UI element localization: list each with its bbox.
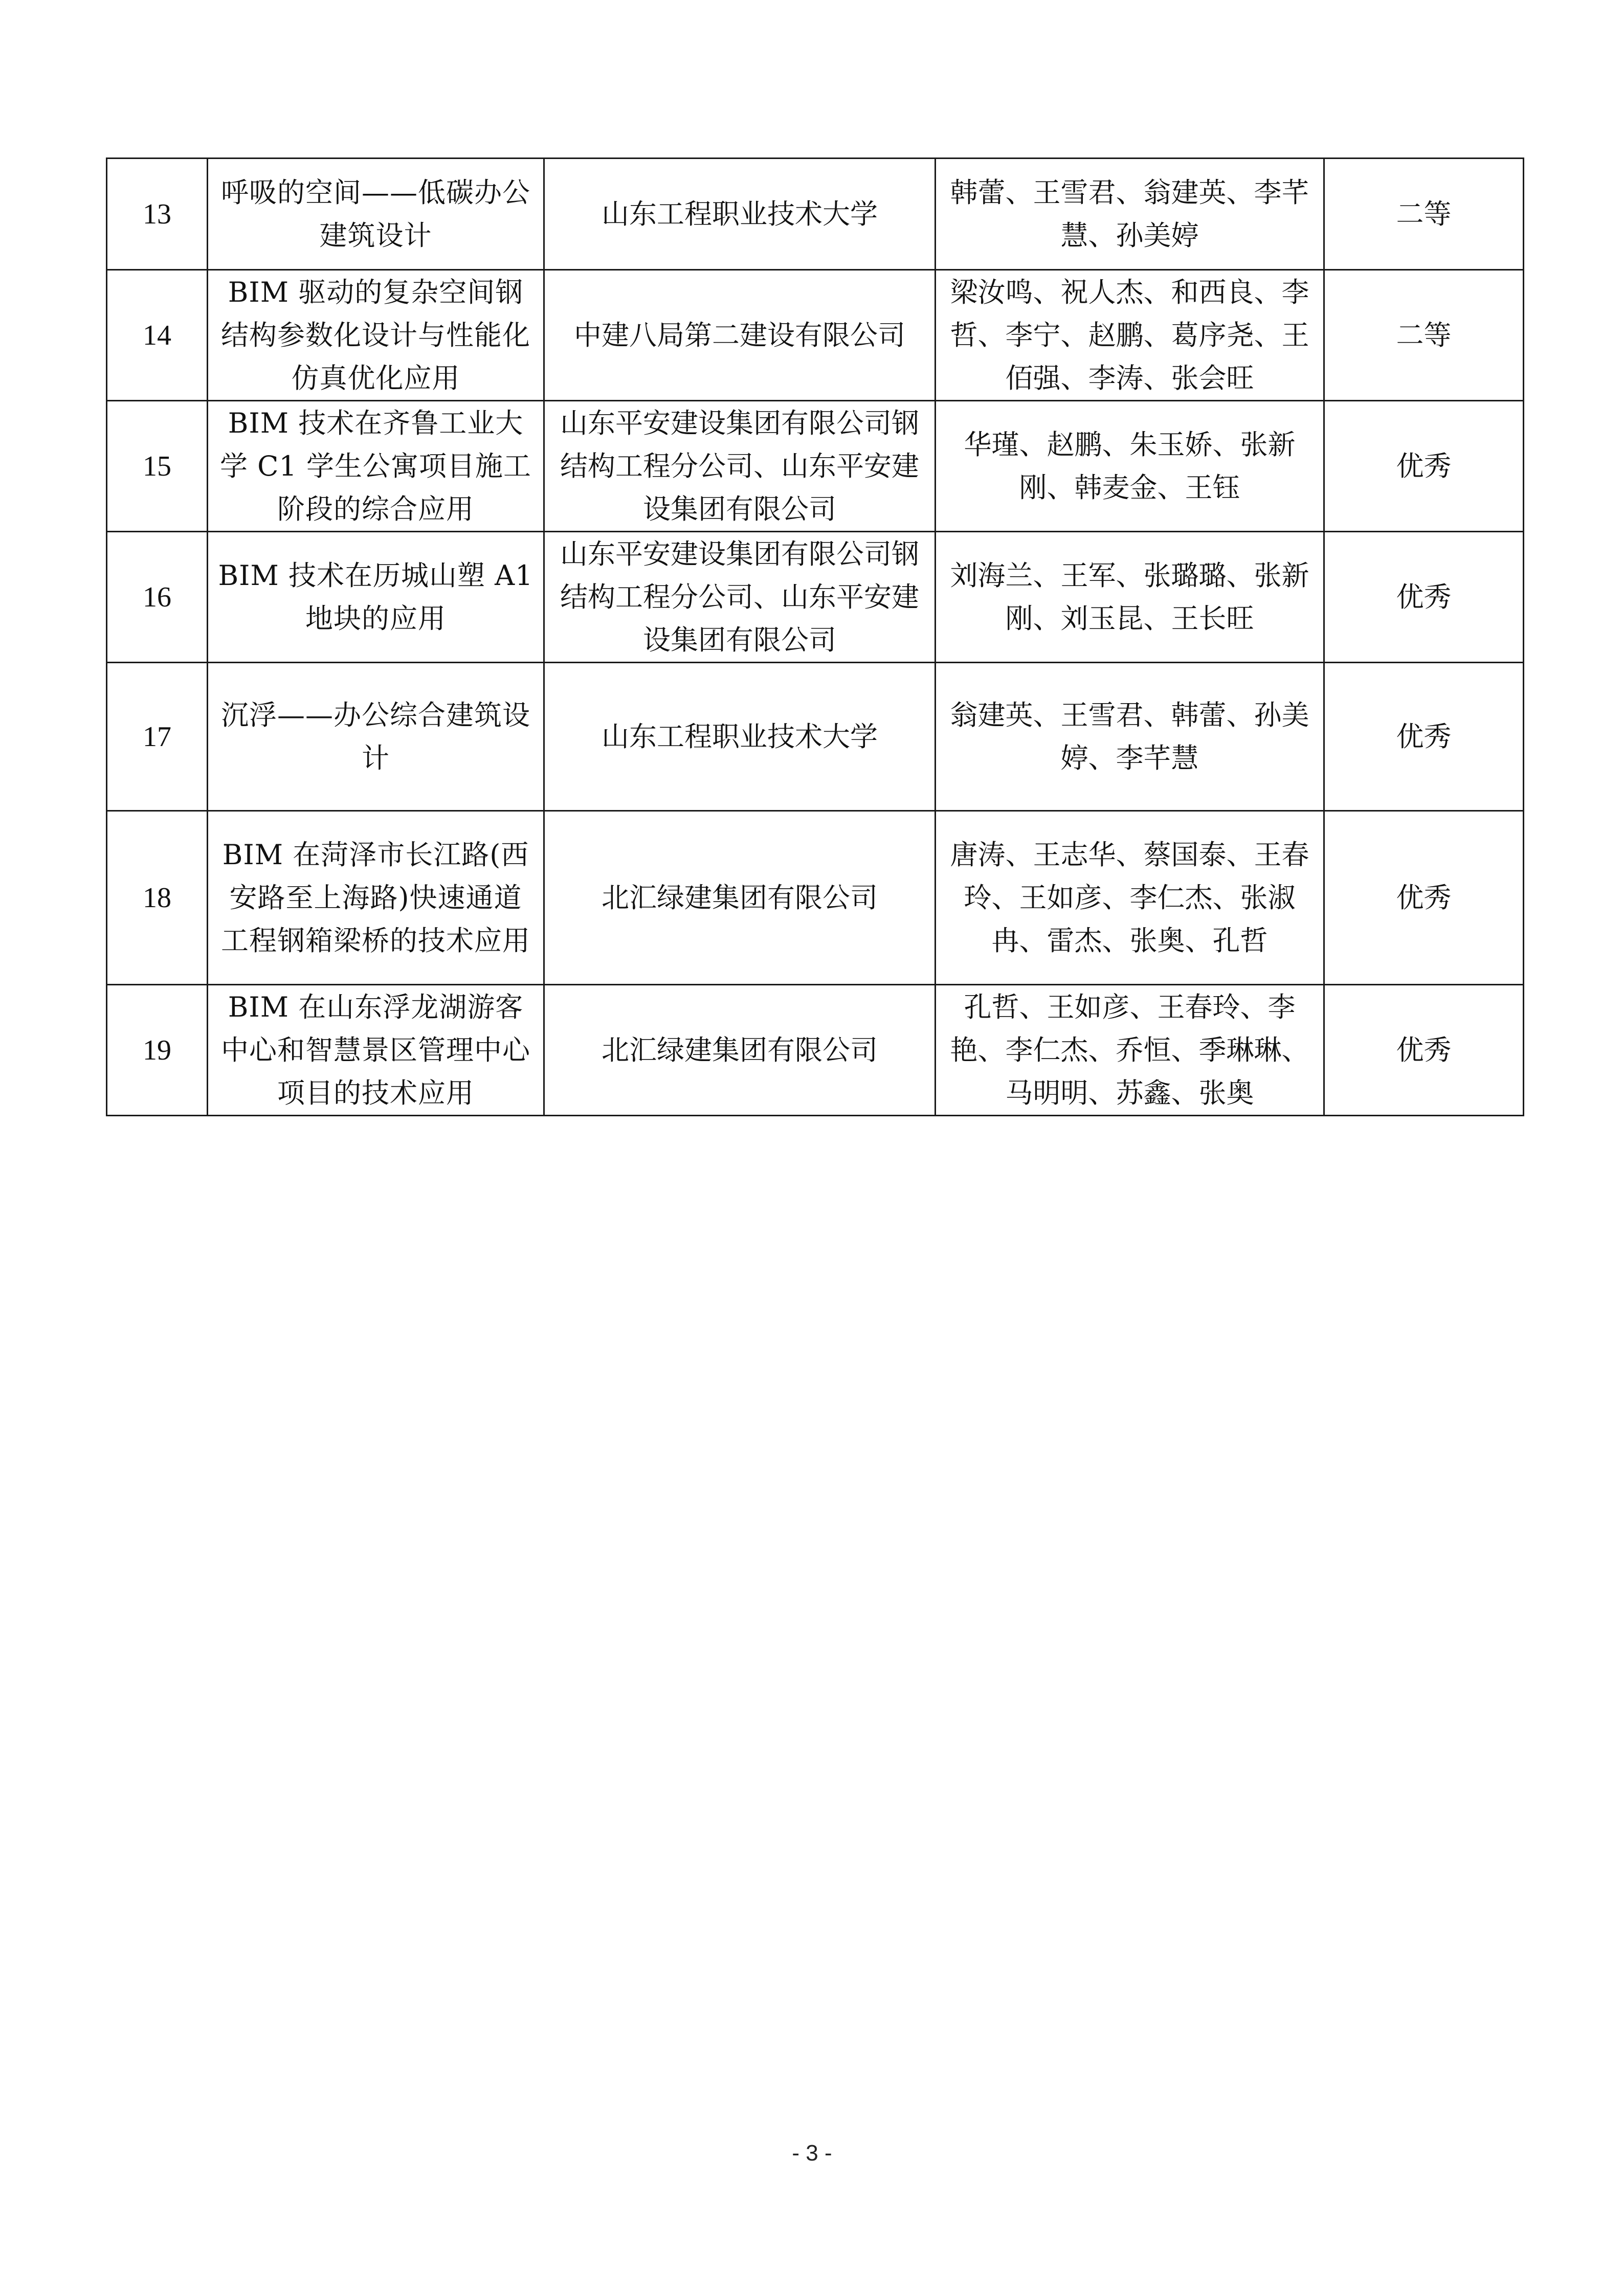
project-title: BIM 在山东浮龙湖游客中心和智慧景区管理中心项目的技术应用 [208, 985, 544, 1116]
participants: 唐涛、王志华、蔡国泰、王春玲、王如彦、李仁杰、张淑冉、雷杰、张奥、孔哲 [936, 811, 1324, 985]
table-row [107, 159, 1524, 270]
award-level: 优秀 [1324, 663, 1524, 811]
table-row [107, 811, 1524, 985]
participants: 孔哲、王如彦、王春玲、李艳、李仁杰、乔恒、季琳琳、马明明、苏鑫、张奥 [936, 985, 1324, 1116]
table-row [107, 663, 1524, 811]
award-level: 二等 [1324, 270, 1524, 401]
project-title: 呼吸的空间——低碳办公建筑设计 [208, 159, 544, 270]
row-number: 17 [107, 663, 208, 811]
awards-table [106, 157, 1524, 1116]
organization: 山东工程职业技术大学 [544, 663, 936, 811]
participants: 梁汝鸣、祝人杰、和西良、李哲、李宁、赵鹏、葛序尧、王佰强、李涛、张会旺 [936, 270, 1324, 401]
page-number: - 3 - [792, 2141, 832, 2166]
participants: 刘海兰、王军、张璐璐、张新刚、刘玉昆、王长旺 [936, 532, 1324, 663]
row-number: 19 [107, 985, 208, 1116]
participants: 韩蕾、王雪君、翁建英、李芊慧、孙美婷 [936, 159, 1324, 270]
organization: 山东工程职业技术大学 [544, 159, 936, 270]
award-level: 二等 [1324, 159, 1524, 270]
participants: 翁建英、王雪君、韩蕾、孙美婷、李芊慧 [936, 663, 1324, 811]
table-row [107, 401, 1524, 532]
organization: 中建八局第二建设有限公司 [544, 270, 936, 401]
project-title: BIM 技术在历城山塑 A1 地块的应用 [208, 532, 544, 663]
project-title: BIM 驱动的复杂空间钢结构参数化设计与性能化仿真优化应用 [208, 270, 544, 401]
row-number: 14 [107, 270, 208, 401]
project-title: BIM 在菏泽市长江路(西安路至上海路)快速通道工程钢箱梁桥的技术应用 [208, 811, 544, 985]
table-row [107, 985, 1524, 1116]
row-number: 15 [107, 401, 208, 532]
table-row [107, 532, 1524, 663]
row-number: 18 [107, 811, 208, 985]
participants: 华瑾、赵鹏、朱玉娇、张新刚、韩麦金、王钰 [936, 401, 1324, 532]
organization: 北汇绿建集团有限公司 [544, 811, 936, 985]
award-level: 优秀 [1324, 401, 1524, 532]
organization: 北汇绿建集团有限公司 [544, 985, 936, 1116]
row-number: 16 [107, 532, 208, 663]
row-number: 13 [107, 159, 208, 270]
organization: 山东平安建设集团有限公司钢结构工程分公司、山东平安建设集团有限公司 [544, 401, 936, 532]
award-level: 优秀 [1324, 811, 1524, 985]
award-level: 优秀 [1324, 985, 1524, 1116]
project-title: BIM 技术在齐鲁工业大学 C1 学生公寓项目施工阶段的综合应用 [208, 401, 544, 532]
project-title: 沉浮——办公综合建筑设计 [208, 663, 544, 811]
organization: 山东平安建设集团有限公司钢结构工程分公司、山东平安建设集团有限公司 [544, 532, 936, 663]
table-row [107, 270, 1524, 401]
award-level: 优秀 [1324, 532, 1524, 663]
